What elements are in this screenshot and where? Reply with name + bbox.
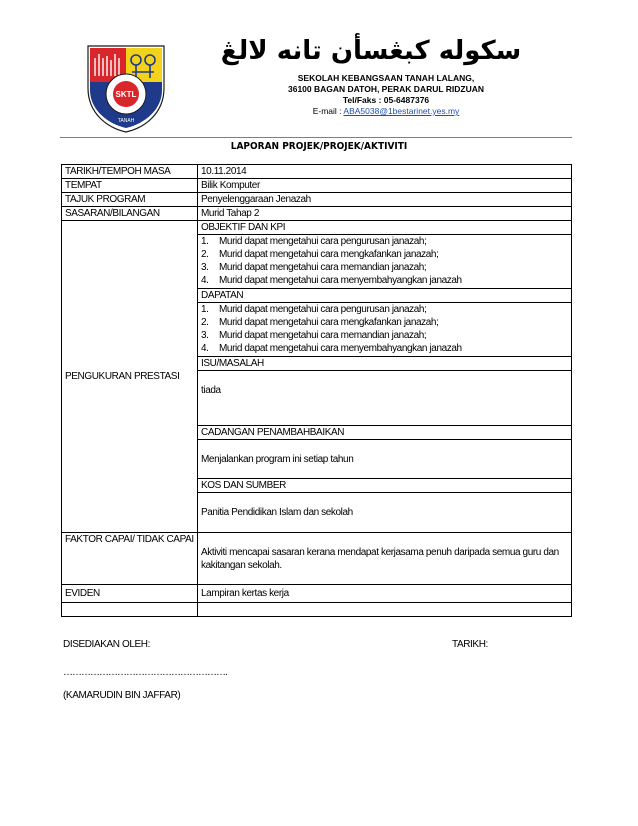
pengukuran-cell (198, 221, 572, 533)
list-item: 4. Murid dapat mengetahui cara menyembahyangkan janazah (201, 275, 462, 286)
letterhead (66, 0, 576, 140)
school-tel: Tel/Faks : 05-6487376 (342, 95, 430, 105)
objektif-list (198, 235, 571, 289)
row-value: Lampiran kertas kerja (198, 585, 572, 603)
prepared-by-label: DISEDIAKAN OLEH: (63, 639, 150, 650)
cadangan-value: Menjalankan program ini setiap tahun (198, 440, 571, 479)
list-item: 3. Murid dapat mengetahui cara memandian janazah; (201, 262, 427, 273)
empty-cell (62, 603, 198, 617)
table-row (62, 603, 572, 617)
row-label: TARIKH/TEMPOH MASA (62, 165, 198, 179)
row-value: Penyelenggaraan Jenazah (198, 193, 572, 207)
cadangan-heading: CADANGAN PENAMBAHBAIKAN (198, 426, 571, 440)
date-label: TARIKH: (452, 639, 488, 650)
school-address: 36100 BAGAN DATOH, PERAK DARUL RIDZUAN (288, 84, 484, 94)
row-value: 10.11.2014 (198, 165, 572, 179)
row-value: Aktiviti mencapai sasaran kerana mendapat kerjasama penuh daripada semua guru dan kakitangan sekolah. (198, 533, 572, 585)
signature-line: ………………………………………………. (63, 667, 227, 678)
svg-text:TANAH: TANAH (117, 118, 135, 124)
school-jawi-name: سکوله کبڠسأن تانه لالڠ (220, 36, 522, 66)
school-name: SEKOLAH KEBANGSAAN TANAH LALANG, (297, 73, 475, 83)
row-value: Murid Tahap 2 (198, 207, 572, 221)
school-crest-logo (82, 42, 170, 134)
list-item: 2. Murid dapat mengetahui cara mengkafankan janazah; (201, 317, 439, 328)
table-row (62, 193, 572, 207)
report-title: LAPORAN PROJEK/PROJEK/AKTIVITI (230, 141, 408, 152)
row-value: Bilik Komputer (198, 179, 572, 193)
row-label: PENGUKURAN PRESTASI (62, 221, 198, 533)
row-label: TAJUK PROGRAM (62, 193, 198, 207)
school-email-line (226, 106, 546, 117)
email-link[interactable]: ABA5038@1bestarinet.yes.my (343, 106, 460, 116)
kos-value: Panitia Pendidikan Islam dan sekolah (201, 507, 353, 518)
email-label: E-mail : (312, 106, 344, 116)
table-row (62, 179, 572, 193)
isu-value: tiada (198, 371, 571, 426)
row-label: SASARAN/BILANGAN (62, 207, 198, 221)
table-row (62, 221, 572, 533)
isu-heading: ISU/MASALAH (198, 357, 571, 371)
list-item: 3. Murid dapat mengetahui cara memandian janazah; (201, 330, 427, 341)
table-row (62, 207, 572, 221)
list-item: 2. Murid dapat mengetahui cara mengkafankan janazah; (201, 249, 439, 260)
table-row (62, 165, 572, 179)
list-item: 4. Murid dapat mengetahui cara menyembahyangkan janazah (201, 343, 462, 354)
row-label: TEMPAT (62, 179, 198, 193)
dapatan-heading: DAPATAN (198, 289, 571, 303)
list-item: 1. Murid dapat mengetahui cara pengurusan janazah; (201, 304, 427, 315)
header-divider (60, 137, 572, 138)
table-row (62, 585, 572, 603)
kos-heading: KOS DAN SUMBER (198, 479, 571, 493)
objektif-heading: OBJEKTIF DAN KPI (198, 221, 571, 235)
dapatan-list (198, 303, 571, 357)
report-table (61, 164, 572, 617)
list-item: 1. Murid dapat mengetahui cara pengurusan janazah; (201, 236, 427, 247)
row-label: EVIDEN (62, 585, 198, 603)
svg-text:SKTL: SKTL (115, 90, 137, 99)
empty-cell (198, 603, 572, 617)
preparer-name: (KAMARUDIN BIN JAFFAR) (63, 690, 181, 701)
row-label: FAKTOR CAPAI/ TIDAK CAPAI (62, 533, 198, 585)
table-row (62, 533, 572, 585)
